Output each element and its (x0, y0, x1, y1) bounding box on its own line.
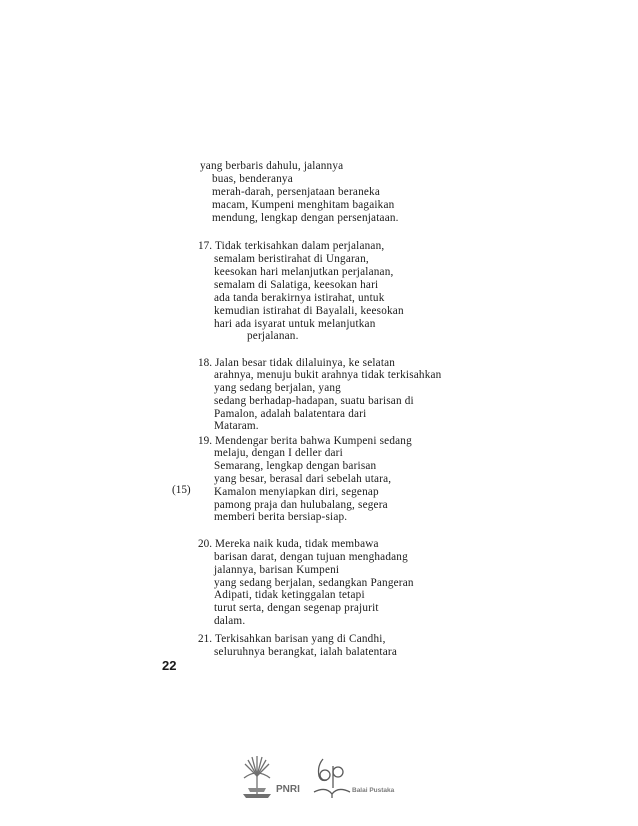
poem-line: perjalanan. (247, 330, 299, 342)
poem-line: Mataram. (214, 420, 259, 432)
poem-line: Mereka naik kuda, tidak membawa (215, 538, 379, 550)
poem-line: Pamalon, adalah balatentara dari (214, 408, 367, 420)
stanza-number: 18. (198, 357, 212, 369)
poem-line: barisan darat, dengan tujuan menghadang (214, 551, 408, 563)
stanza-number: 19. (198, 435, 212, 447)
stanza-number: 17. (198, 240, 212, 252)
poem-line: keesokan hari melanjutkan perjalanan, (214, 266, 394, 278)
poem-line: yang sedang berjalan, sedangkan Pangeran (214, 577, 414, 589)
poem-line: Kamalon menyiapkan diri, segenap (214, 486, 379, 498)
poem-line: macam, Kumpeni menghitam bagaikan (212, 199, 395, 211)
poem-line: merah-darah, persenjataan beraneka (212, 186, 380, 198)
poem-line: semalam beristirahat di Ungaran, (214, 253, 369, 265)
poem-line: Semarang, lengkap dengan barisan (214, 460, 377, 472)
publisher-footer (240, 754, 410, 802)
poem-line: arahnya, menuju bukit arahnya tidak terkisahkan (214, 369, 442, 381)
pnri-label: PNRI (276, 784, 300, 795)
poem-line: hari ada isyarat untuk melanjutkan (214, 318, 376, 330)
poem-line: yang sedang berjalan, yang (214, 382, 341, 394)
poem-line: turut serta, dengan segenap prajurit (214, 602, 379, 614)
poem-line: buas, benderanya (212, 173, 293, 185)
poem-line: Terkisahkan barisan yang di Candhi, (215, 633, 386, 645)
page-number: 22 (162, 658, 177, 673)
poem-line: Jalan besar tidak dilaluinya, ke selatan (215, 357, 396, 369)
poem-line: memberi berita bersiap-siap. (214, 511, 348, 523)
poem-line: Adipati, tidak ketinggalan tetapi (214, 589, 365, 601)
balai-pustaka-logo-icon (310, 754, 354, 800)
poem-line: pamong praja dan hulubalang, segera (214, 499, 388, 511)
poem-line: yang besar, berasal dari sebelah utara, (214, 473, 392, 485)
poem-line: melaju, dengan I deller dari (214, 447, 343, 459)
poem-line: ada tanda berakirnya istirahat, untuk (214, 292, 385, 304)
poem-line: kemudian istirahat di Bayalali, keesokan (214, 305, 404, 317)
margin-number: (15) (172, 484, 191, 496)
poem-line: seluruhnya berangkat, ialah balatentara (214, 646, 397, 658)
poem-line: Tidak terkisahkan dalam perjalanan, (215, 240, 385, 252)
stanza-number: 20. (198, 538, 212, 550)
pnri-logo-icon (240, 754, 274, 800)
poem-line: semalam di Salatiga, keesokan hari (214, 279, 379, 291)
poem-line: sedang berhadap-hadapan, suatu barisan di (214, 395, 414, 407)
balai-pustaka-label: Balai Pustaka (352, 787, 395, 794)
stanza-number: 21. (198, 633, 212, 645)
poem-line: dalam. (214, 615, 246, 627)
poem-line: Mendengar berita bahwa Kumpeni sedang (215, 435, 412, 447)
poem-line: mendung, lengkap dengan persenjataan. (212, 212, 399, 224)
poem-line: jalannya, barisan Kumpeni (214, 564, 340, 576)
poem-line: yang berbaris dahulu, jalannya (200, 160, 344, 172)
